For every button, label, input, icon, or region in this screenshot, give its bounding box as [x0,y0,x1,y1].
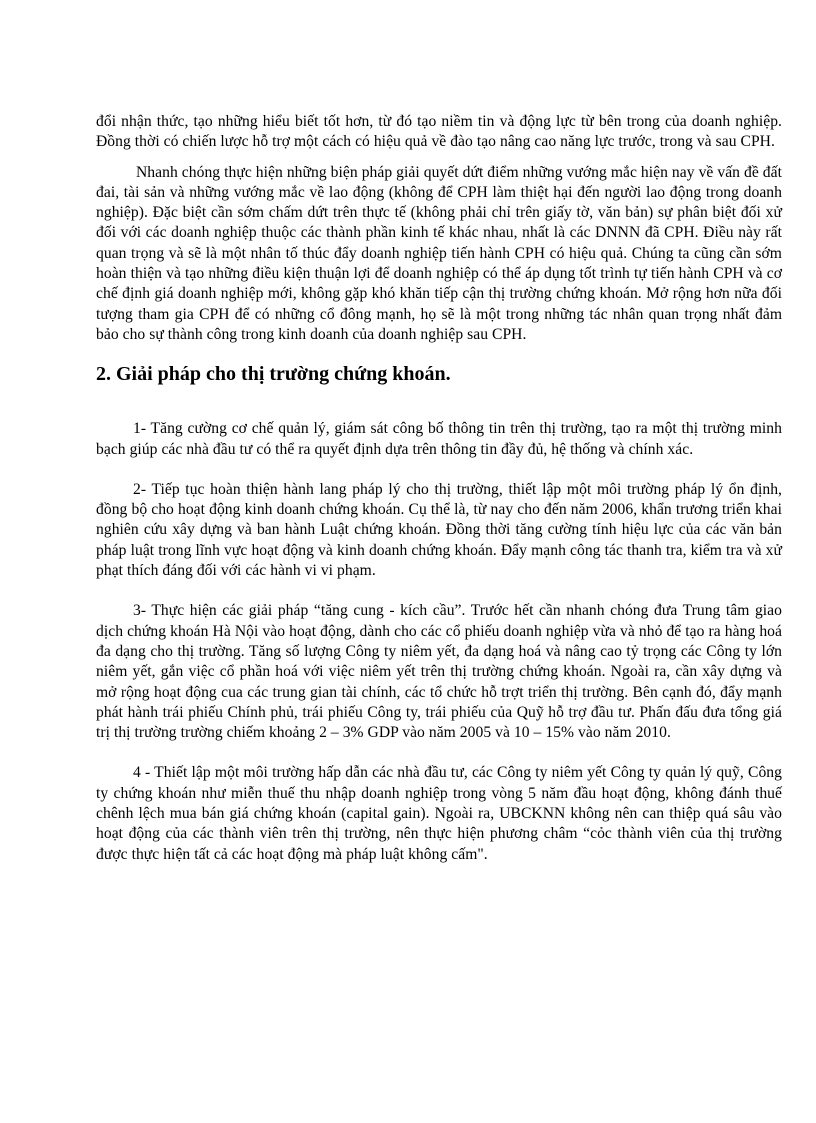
solution-item-2: 2- Tiếp tục hoàn thiện hành lang pháp lý cho thị trường, thiết lập một môi trường pháp lý ổn định, đồng bộ cho hoạt động kinh doanh chứng khoán. Cụ thể là, từ nay cho đến năm 2006, khẩn trương triển khai nghiên cứu xây dựng và ban hành Luật chứng khoán. Đồng thời tăng cường tính hiệu lực của các văn bản pháp luật trong lĩnh vực hoạt động và kinh doanh chứng khoán. Đẩy mạnh công tác thanh tra, kiểm tra và xử phạt thích đáng đối với các hành vi vi phạm. [96,480,782,580]
solution-item-1: 1- Tăng cường cơ chế quản lý, giám sát công bố thông tin trên thị trường, tạo ra một thị trường minh bạch giúp các nhà đầu tư có thể ra quyết định dựa trên thông tin đầy đủ, hệ thống và chính xác. [96,420,782,458]
section-heading: 2. Giải pháp cho thị trường chứng khoán. [96,363,451,386]
solution-item-4: 4 - Thiết lập một môi trường hấp dẫn các nhà đầu tư, các Công ty niêm yết Công ty quản lý quỹ, Công ty chứng khoán như miễn thuế thu nhập doanh nghiệp trong vòng 5 năm đầu hoạt động, không đánh thuế chênh lệch mua bán giá chứng khoán (capital gain). Ngoài ra, UBCKNN không nên can thiệp quá sâu vào hoạt động của các thành viên trên thị trường, nên thực hiện phương châm “cỏc thành viên của thị trường được thực hiện tất cả các hoạt động mà pháp luật không cấm". [96,764,782,863]
solution-item-3: 3- Thực hiện các giải pháp “tăng cung - kích cầu”. Trước hết cần nhanh chóng đưa Trung tâm giao dịch chứng khoán Hà Nội vào hoạt động, dành cho các cổ phiếu doanh nghiệp vừa và nhỏ để tạo ra hàng hoá đa dạng cho thị trường. Tăng số lượng Công ty niêm yết, đa dạng hoá và nâng cao tỷ trọng các Công ty lớn niêm yết, gắn việc cổ phần hoá với việc niêm yết trên thị trường chứng khoán. Ngoài ra, cần xây dựng và mở rộng hoạt động cua các trung gian tài chính, các tổ chức hỗ trợt triển thị trường. Bên cạnh đó, đẩy mạnh phát hành trái phiếu Chính phủ, trái phiếu Công ty, trái phiếu của Quỹ hỗ trợ đầu tư. Phấn đấu đưa tổng giá trị thị trường trường chiếm khoảng 2 – 3% GDP vào năm 2005 và 10 – 15% vào năm 2010. [96,602,782,742]
paragraph-cph-measures: Nhanh chóng thực hiện những biện pháp giải quyết dứt điểm những vướng mắc hiện nay về vấn đề đất đai, tài sản và những vướng mắc về lao động (không để CPH làm thiệt hại đến người lao động trong doanh nghiệp). Đặc biệt cần sớm chấm dứt trên thực tế (không phải chỉ trên giấy tờ, văn bản) sự phân biệt đối xử đối với các doanh nghiệp thuộc các thành phần kinh tế khác nhau, nhất là các DNNN đã CPH. Điều này rất quan trọng và sẽ là một nhân tố thúc đẩy doanh nghiệp tiến hành CPH có hiệu quả. Chúng ta cũng cần sớm hoàn thiện và tạo những điều kiện thuận lợi để doanh nghiệp có thể áp dụng tốt trình tự tiến hành CPH và cơ chế định giá doanh nghiệp mới, không gặp khó khăn tiếp cận thị trường chứng khoán. Mở rộng hơn nữa đối tượng tham gia CPH để có những cổ đông mạnh, họ sẽ là một trong những tác nhân quan trọng nhất đảm bảo cho sự thành công trong kinh doanh của doanh nghiệp sau CPH. [96,163,782,343]
document-page [96,112,782,865]
paragraph-continuation: đổi nhận thức, tạo những hiểu biết tốt hơn, từ đó tạo niềm tin và động lực từ bên trong của doanh nghiệp. Đồng thời có chiến lược hỗ trợ một cách có hiệu quả về đào tạo nâng cao năng lực trước, trong và sau CPH. [96,113,782,151]
